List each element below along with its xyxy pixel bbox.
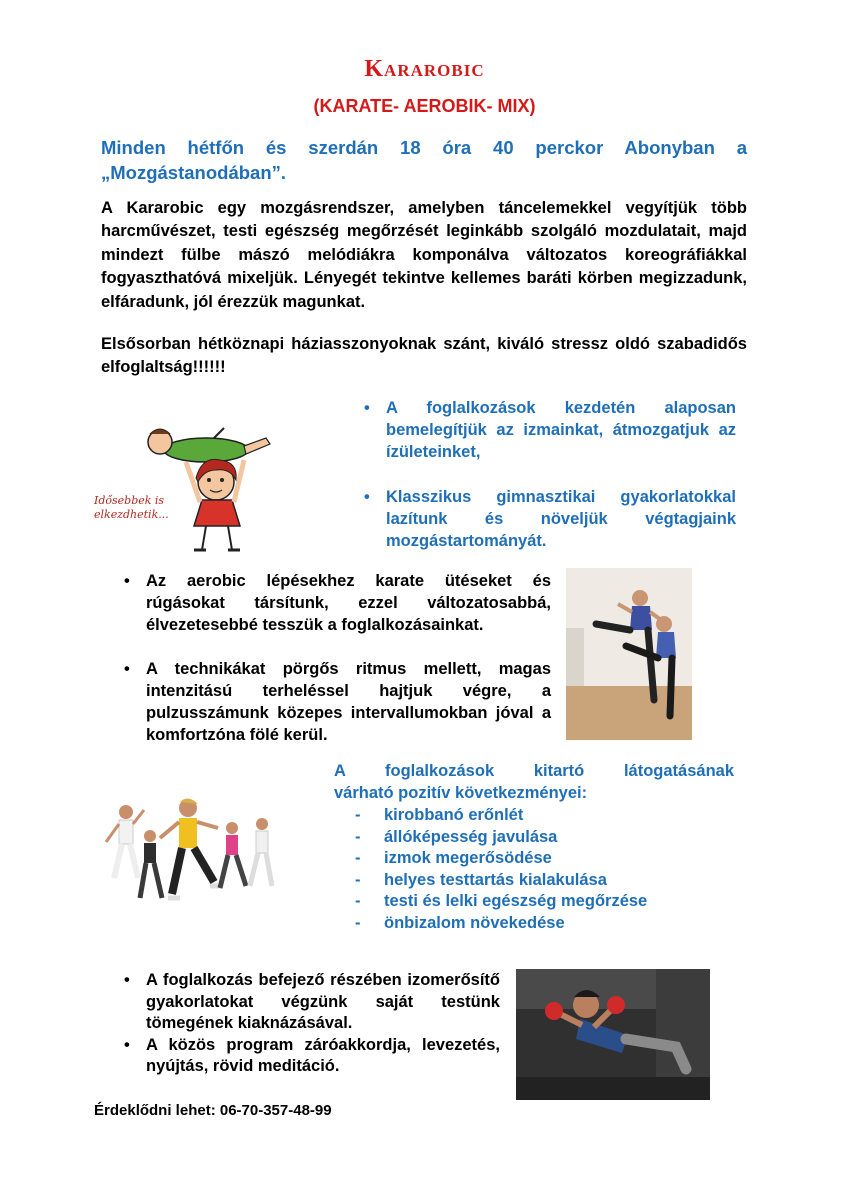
- benefits-heading-line1: A foglalkozások kitartó látogatásának: [334, 762, 734, 780]
- benefits-heading-line2: várható pozitív következményei:: [334, 784, 588, 802]
- boxing-photo: [516, 969, 710, 1100]
- list-item: - kirobbanó erőnlét: [355, 806, 524, 824]
- list-item: • Klasszikus gimnasztikai gyakorlatokkal lazítunk és növeljük végtagjaink mozgástartományát.: [360, 486, 736, 552]
- aerobics-group-image: [100, 798, 278, 928]
- kickboxing-image: [566, 568, 692, 740]
- aerobics-group-photo: [100, 798, 278, 928]
- cartoon-illustration: [94, 408, 276, 558]
- page-subtitle: (KARATE- AEROBIK- MIX): [313, 96, 536, 116]
- list-item: - állóképesség javulása: [355, 827, 558, 846]
- schedule-lead: Minden hétfőn és szerdán 18 óra 40 perckor Abonyban a „Mozgástanodában”.: [101, 137, 747, 183]
- page-title: Kararobic: [364, 56, 485, 82]
- cartoon-caption: Idősebbek is elkezdhetik...: [94, 494, 169, 521]
- boxing-image: [516, 969, 710, 1100]
- list-item: • A közös program záróakkordja, levezetés, nyújtás, rövid meditáció.: [120, 1035, 500, 1078]
- intro-paragraph: A Kararobic egy mozgásrendszer, amelyben táncelemekkel vegyítjük több harcművészet, testi egészség megőrzését leginkább szolgáló mozdulatait, majd mindezt fülbe mászó melódiákra komponálva változatos koreográfiákkal fogyaszthatóvá mixeljük. Lényegét tekintve kellemes baráti körben megizzadunk, elfáradunk, jól érezzük magunkat.: [101, 199, 747, 311]
- benefits-list: [352, 805, 752, 934]
- technique-list: [120, 570, 551, 768]
- list-item: • A technikákat pörgős ritmus mellett, magas intenzitású terheléssel hajtjuk végre, a pulzusszámunk közepes intervallumokban jóval a komfortzóna fölé kerül.: [120, 658, 551, 746]
- audience-paragraph: Elsősorban hétköznapi háziasszonyoknak szánt, kiváló stressz oldó szabadidős elfoglaltság!!!!!!: [101, 335, 747, 377]
- kickboxing-photo: [566, 568, 692, 740]
- warmup-list: [360, 397, 736, 575]
- list-item: • A foglalkozás befejező részében izomerősítő gyakorlatokat végzünk saját testünk tömegének kiaknázásával.: [120, 970, 500, 1035]
- list-item: - izmok megerősödése: [355, 849, 552, 867]
- list-item: - helyes testtartás kialakulása: [355, 870, 607, 889]
- list-item: - testi és lelki egészség megőrzése: [355, 892, 648, 910]
- list-item: • A foglalkozások kezdetén alaposan bemelegítjük az izmainkat, átmozgatjuk az ízületeinket,: [360, 397, 736, 463]
- contact-info: Érdeklődni lehet: 06-70-357-48-99: [94, 1102, 332, 1119]
- cartoon-couple-image: [94, 408, 276, 558]
- closing-list: [120, 970, 500, 1078]
- list-item: - önbizalom növekedése: [355, 913, 565, 932]
- list-item: • Az aerobic lépésekhez karate ütéseket és rúgásokat társítunk, ezzel változatosabbá, élvezetesebbé tesszük a foglalkozásainkat.: [120, 570, 551, 636]
